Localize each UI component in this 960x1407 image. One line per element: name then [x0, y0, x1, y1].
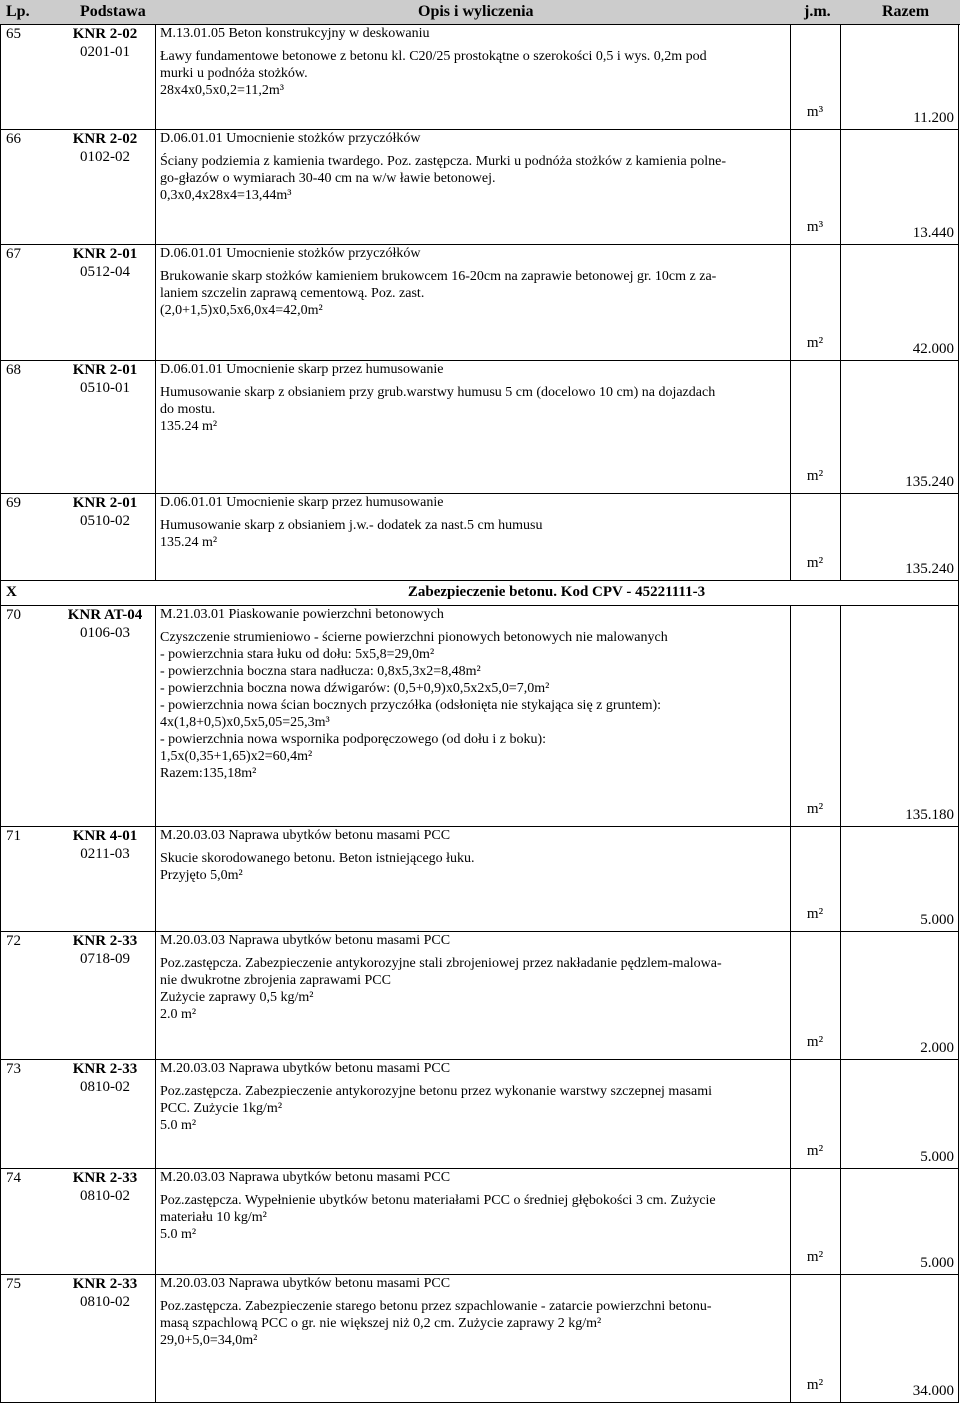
norm-code: KNR 2-01	[72, 495, 138, 511]
item-title: M.13.01.05 Beton konstrukcyjny w deskowaniu	[160, 26, 430, 41]
description-line: 29,0+5,0=34,0m²	[160, 1333, 258, 1348]
description-line: Ściany podziemia z kamienia twardego. Poz. zastępcza. Murki u podnóża stożków z kamienia polne-	[160, 154, 727, 169]
total-value: 135.240	[905, 474, 954, 490]
total-value: 42.000	[912, 341, 954, 357]
norm-number: 0510-01	[80, 380, 130, 396]
description-line: Zużycie zaprawy 0,5 kg/m²	[160, 990, 314, 1005]
description-line: - powierzchnia stara łuku od dołu: 5x5,8=29,0m²	[160, 647, 435, 662]
norm-code: KNR 2-33	[72, 1061, 138, 1077]
item-title: D.06.01.01 Umocnienie stożków przyczółków	[160, 131, 421, 146]
header-razem: Razem	[882, 3, 930, 20]
row-number: 73	[6, 1061, 21, 1077]
item-title: M.20.03.03 Naprawa ubytków betonu masami PCC	[160, 828, 451, 843]
description-line: 5.0 m²	[160, 1227, 197, 1242]
total-value: 135.180	[905, 807, 954, 823]
description-line: 5.0 m²	[160, 1118, 197, 1133]
unit: m²	[806, 335, 824, 351]
description-line: go-głazów o wymiarach 30-40 cm na w/w ławie betonowej.	[160, 171, 496, 186]
row-number: 75	[6, 1276, 21, 1292]
row-divider	[0, 129, 959, 130]
description-line: 1,5x(0,35+1,65)x2=60,4m²	[160, 749, 313, 764]
row-number: 72	[6, 933, 21, 949]
total-value: 11.200	[913, 110, 954, 126]
description-line: - powierzchnia boczna nowa dźwigarów: (0,5+0,9)x0,5x2x5,0=7,0m²	[160, 681, 550, 696]
norm-number: 0810-02	[80, 1079, 130, 1095]
column-divider	[0, 605, 1, 1402]
description-line: Przyjęto 5,0m²	[160, 868, 243, 883]
item-title: M.20.03.03 Naprawa ubytków betonu masami PCC	[160, 1061, 451, 1076]
unit: m²	[806, 1377, 824, 1393]
norm-code: KNR 2-02	[72, 131, 138, 147]
header-lp: Lp.	[6, 3, 30, 20]
header-podstawa: Podstawa	[80, 3, 146, 20]
norm-number: 0201-01	[80, 44, 130, 60]
column-divider	[958, 580, 959, 605]
column-divider	[958, 605, 959, 1402]
description-line: - powierzchnia boczna stara nadłucza: 0,8x5,3x2=8,48m²	[160, 664, 481, 679]
description-line: Poz.zastępcza. Zabezpieczenie antykorozyjne stali zbrojeniowej przez nakładanie pędzlem-malowa-	[160, 956, 722, 971]
column-divider	[155, 24, 156, 580]
row-number: 66	[6, 131, 21, 147]
row-divider	[0, 580, 959, 581]
norm-number: 0102-02	[80, 149, 130, 165]
norm-number: 0510-02	[80, 513, 130, 529]
description-line: Poz.zastępcza. Wypełnienie ubytków betonu materiałami PCC o średniej głębokości 3 cm. Zużycie	[160, 1193, 716, 1208]
unit: m²	[806, 906, 824, 922]
unit: m²	[806, 1143, 824, 1159]
column-divider	[0, 580, 1, 605]
row-number: 67	[6, 246, 21, 262]
description-line: materiału 10 kg/m²	[160, 1210, 267, 1225]
row-divider	[0, 605, 959, 606]
unit: m²	[806, 468, 824, 484]
column-divider	[958, 24, 959, 580]
item-title: D.06.01.01 Umocnienie skarp przez humusowanie	[160, 495, 444, 510]
row-divider	[0, 1168, 959, 1169]
table-header	[0, 0, 960, 25]
norm-number: 0106-03	[80, 625, 130, 641]
norm-number: 0211-03	[80, 846, 130, 862]
description-line: do mostu.	[160, 402, 216, 417]
row-divider	[0, 493, 959, 494]
norm-code: KNR 2-02	[72, 26, 138, 42]
row-divider	[0, 1402, 959, 1403]
description-line: murki u podnóża stożków.	[160, 66, 308, 81]
item-title: M.20.03.03 Naprawa ubytków betonu masami PCC	[160, 933, 451, 948]
description-line: 135.24 m²	[160, 419, 218, 434]
description-line: 135.24 m²	[160, 535, 218, 550]
item-title: D.06.01.01 Umocnienie stożków przyczółków	[160, 246, 421, 261]
unit: m²	[806, 1034, 824, 1050]
description-line: Ławy fundamentowe betonowe z betonu kl. C20/25 prostokątne o szerokości 0,5 i wys. 0,2m pod	[160, 49, 707, 64]
total-value: 34.000	[912, 1383, 954, 1399]
description-line: Poz.zastępcza. Zabezpieczenie antykorozyjne betonu przez wykonanie warstwy szczepnej masami	[160, 1084, 712, 1099]
column-divider	[840, 24, 841, 580]
norm-code: KNR 2-01	[72, 362, 138, 378]
item-title: D.06.01.01 Umocnienie skarp przez humusowanie	[160, 362, 444, 377]
total-value: 2.000	[920, 1040, 954, 1056]
header-opis: Opis i wyliczenia	[418, 3, 534, 20]
unit: m³	[806, 104, 824, 120]
header-jm: j.m.	[804, 3, 831, 20]
item-title: M.20.03.03 Naprawa ubytków betonu masami PCC	[160, 1276, 451, 1291]
norm-number: 0512-04	[80, 264, 130, 280]
column-divider	[0, 24, 1, 580]
norm-code: KNR 2-33	[72, 1170, 138, 1186]
row-number: 70	[6, 607, 21, 623]
unit: m²	[806, 555, 824, 571]
row-divider	[0, 1274, 959, 1275]
norm-code: KNR 4-01	[72, 828, 138, 844]
description-line: (2,0+1,5)x0,5x6,0x4=42,0m²	[160, 303, 323, 318]
description-line: Humusowanie skarp z obsianiem j.w.- dodatek za nast.5 cm humusu	[160, 518, 543, 533]
norm-number: 0810-02	[80, 1188, 130, 1204]
description-line: 4x(1,8+0,5)x0,5x5,05=25,3m³	[160, 715, 330, 730]
description-line: Razem:135,18m²	[160, 766, 257, 781]
norm-number: 0718-09	[80, 951, 130, 967]
row-number: 74	[6, 1170, 21, 1186]
row-divider	[0, 931, 959, 932]
description-line: 2.0 m²	[160, 1007, 197, 1022]
description-line: Czyszczenie strumieniowo - ścierne powierzchni pionowych betonowych nie malowanych	[160, 630, 668, 645]
norm-number: 0810-02	[80, 1294, 130, 1310]
description-line: Brukowanie skarp stożków kamieniem brukowcem 16-20cm na zaprawie betonowej gr. 10cm z za-	[160, 269, 717, 284]
row-divider	[0, 360, 959, 361]
column-divider	[790, 605, 791, 1402]
total-value: 5.000	[920, 1149, 954, 1165]
description-line: laniem szczelin zaprawą cementową. Poz. zast.	[160, 286, 425, 301]
total-value: 5.000	[920, 912, 954, 928]
unit: m²	[806, 801, 824, 817]
total-value: 13.440	[912, 225, 954, 241]
row-number: 71	[6, 828, 21, 844]
description-line: - powierzchnia nowa wspornika podporęczowego (od dołu i z boku):	[160, 732, 547, 747]
row-divider	[0, 1059, 959, 1060]
item-title: M.20.03.03 Naprawa ubytków betonu masami PCC	[160, 1170, 451, 1185]
total-value: 135.240	[905, 561, 954, 577]
section-title: Zabezpieczenie betonu. Kod CPV - 45221111-3	[407, 584, 706, 600]
norm-code: KNR AT-04	[67, 607, 143, 623]
unit: m²	[806, 1249, 824, 1265]
column-divider	[155, 605, 156, 1402]
description-line: - powierzchnia nowa ścian bocznych przyczółka (odsłonięta nie stykająca się z gruntem):	[160, 698, 662, 713]
row-number: 69	[6, 495, 21, 511]
row-number: 68	[6, 362, 21, 378]
description-line: PCC. Zużycie 1kg/m²	[160, 1101, 283, 1116]
row-number: 65	[6, 26, 21, 42]
description-line: Skucie skorodowanego betonu. Beton istniejącego łuku.	[160, 851, 475, 866]
row-divider	[0, 826, 959, 827]
description-line: masą szpachlową PCC o gr. nie większej niż 0,2 cm. Zużycie zaprawy 2 kg/m²	[160, 1316, 602, 1331]
description-line: 28x4x0,5x0,2=11,2m³	[160, 83, 284, 98]
total-value: 5.000	[920, 1255, 954, 1271]
description-line: nie dwukrotne zbrojenia zaprawami PCC	[160, 973, 391, 988]
norm-code: KNR 2-33	[72, 933, 138, 949]
column-divider	[840, 605, 841, 1402]
item-title: M.21.03.01 Piaskowanie powierzchni betonowych	[160, 607, 444, 622]
section-number: X	[6, 584, 17, 600]
norm-code: KNR 2-01	[72, 246, 138, 262]
unit: m³	[806, 219, 824, 235]
norm-code: KNR 2-33	[72, 1276, 138, 1292]
description-line: Humusowanie skarp z obsianiem przy grub.warstwy humusu 5 cm (docelowo 10 cm) na dojazdach	[160, 385, 716, 400]
description-line: Poz.zastępcza. Zabezpieczenie starego betonu przez szpachlowanie - zatarcie powierzchni betonu-	[160, 1299, 712, 1314]
description-line: 0,3x0,4x28x4=13,44m³	[160, 188, 292, 203]
row-divider	[0, 244, 959, 245]
